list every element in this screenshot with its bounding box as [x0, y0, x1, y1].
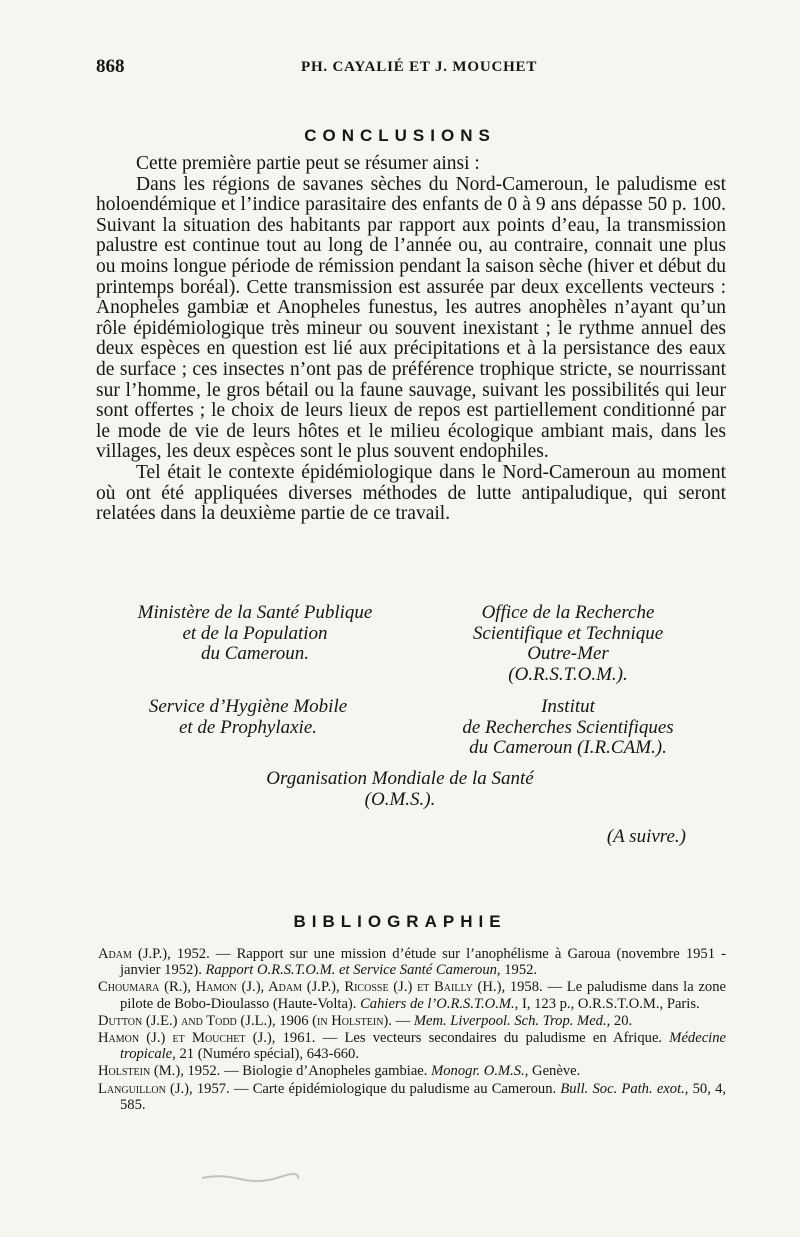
entry-title: — Le paludisme dans la zone pilote de Bobo-Dioulasso (Haute-Volta). — [120, 979, 726, 1012]
affiliation-ministere: Ministère de la Santé Publique et de la Population du Cameroun. — [137, 602, 373, 664]
entry-source: Rapport O.R.S.T.O.M. et Service Santé Cameroun, — [205, 962, 501, 979]
page-number: 868 — [96, 56, 125, 77]
bibliography-heading: BIBLIOGRAPHIE — [293, 912, 507, 931]
bibliography-entry — [98, 1063, 726, 1079]
print-smudge — [200, 1172, 300, 1184]
entry-authors: Holstein (M.), 1952. — [98, 1063, 221, 1080]
bibliography-entry — [98, 1030, 726, 1062]
entry-details: 21 (Numéro spécial), 643-660. — [175, 1046, 359, 1063]
entry-authors: Adam (J.P.), 1952. — [98, 946, 210, 962]
bibliography-list — [98, 946, 726, 1114]
conclusions-paragraph: Cette première partie peut se résumer ainsi : — [136, 153, 480, 174]
affiliation-service: Service d’Hygiène Mobile et de Prophylaxie. — [148, 696, 348, 738]
page-header — [96, 56, 726, 80]
entry-details: 20. — [610, 1012, 633, 1029]
entry-authors: Hamon (J.) et Mouchet (J.), 1961. — [98, 1030, 316, 1047]
entry-details: Genève. — [528, 1063, 581, 1080]
entry-source: Mem. Liverpool. Sch. Trop. Med., — [413, 1012, 611, 1029]
entry-source: Monogr. O.M.S., — [431, 1063, 529, 1080]
entry-authors: Dutton (J.E.) and Todd (J.L.), 1906 (in Holstein). — [98, 1012, 392, 1029]
entry-title: — Biologie d’Anopheles gambiae. — [220, 1063, 432, 1080]
entry-details: 50, 4, 585. — [120, 1080, 727, 1113]
entry-authors: Languillon (J.), 1957. — [98, 1080, 230, 1097]
conclusions-heading: CONCLUSIONS — [304, 126, 496, 145]
bibliography-entry — [98, 979, 726, 1011]
affiliation-oms: Organisation Mondiale de la Santé (O.M.S.). — [266, 768, 534, 810]
entry-details: I, 123 p., O.R.S.T.O.M., Paris. — [518, 995, 700, 1012]
conclusions-paragraph: Tel était le contexte épidémiologique dans le Nord-Cameroun au moment où ont été appliquées diverses méthodes de lutte antipaludique, qui seront relatées dans la deuxième partie de ce travail. — [96, 461, 726, 525]
to-be-continued: (A suivre.) — [606, 826, 686, 847]
entry-title: — Les vecteurs secondaires du paludisme en Afrique. — [315, 1030, 670, 1047]
affiliation-institut: Institut de Recherches Scientifiques du Cameroun (I.R.CAM.). — [462, 696, 674, 758]
entry-title: — Rapport sur une mission d’étude sur l’anophélisme à Garoua (novembre 1951 - janvier 1952). — [120, 946, 726, 979]
running-title: PH. CAYALIÉ ET J. MOUCHET — [301, 59, 538, 75]
bibliography-entry — [98, 1081, 726, 1113]
conclusions-paragraph: Dans les régions de savanes sèches du Nord-Cameroun, le paludisme est holoendémique et l’indice parasitaire des enfants de 0 à 9 ans dépasse 50 p. 100. Suivant la situation des habitants par rapport aux points d’eau, la transmission palustre est continue tout au long de l’année ou, au contraire, connait une plus ou moins longue période de rémission pendant la saison sèche (hiver et début du printemps boréal). Cette transmission est assurée par deux excellents vecteurs : Anopheles gambiæ et Anopheles funestus, les autres anophèles n’ayant qu’un rôle épidémiologique très mineur ou souvent inexistant ; le rythme annuel des deux espèces en question est lié aux précipitations et à la persistance des eaux de surface ; ces insectes n’ont pas de préférence trophique stricte, se nourrissant sur l’homme, le gros bétail ou la faune sauvage, suivant les possibilités qui leur sont offertes ; le choix de leurs lieux de repos est partiellement conditionné par le mode de vie de leurs hôtes et le milieu écologique ambiant mais, dans les villages, les deux espèces sont le plus souvent endophiles. — [96, 173, 726, 463]
entry-source: Bull. Soc. Path. exot., — [560, 1080, 689, 1097]
bibliography-entry — [98, 946, 726, 978]
entry-authors: Choumara (R.), Hamon (J.), Adam (J.P.), Ricosse (J.) et Bailly (H.), 1958. — [98, 979, 543, 996]
affiliation-orstom: Office de la Recherche Scientifique et Technique Outre-Mer (O.R.S.T.O.M.). — [472, 602, 664, 685]
entry-source: Cahiers de l’O.R.S.T.O.M., — [360, 995, 519, 1012]
conclusions-body — [96, 154, 726, 525]
entry-details: 1952. — [500, 962, 538, 979]
entry-title: — — [391, 1012, 414, 1029]
entry-source: Médecine tropicale, — [120, 1030, 726, 1063]
entry-title: — Carte épidémiologique du paludisme au Cameroun. — [229, 1080, 561, 1097]
bibliography-entry — [98, 1013, 726, 1029]
